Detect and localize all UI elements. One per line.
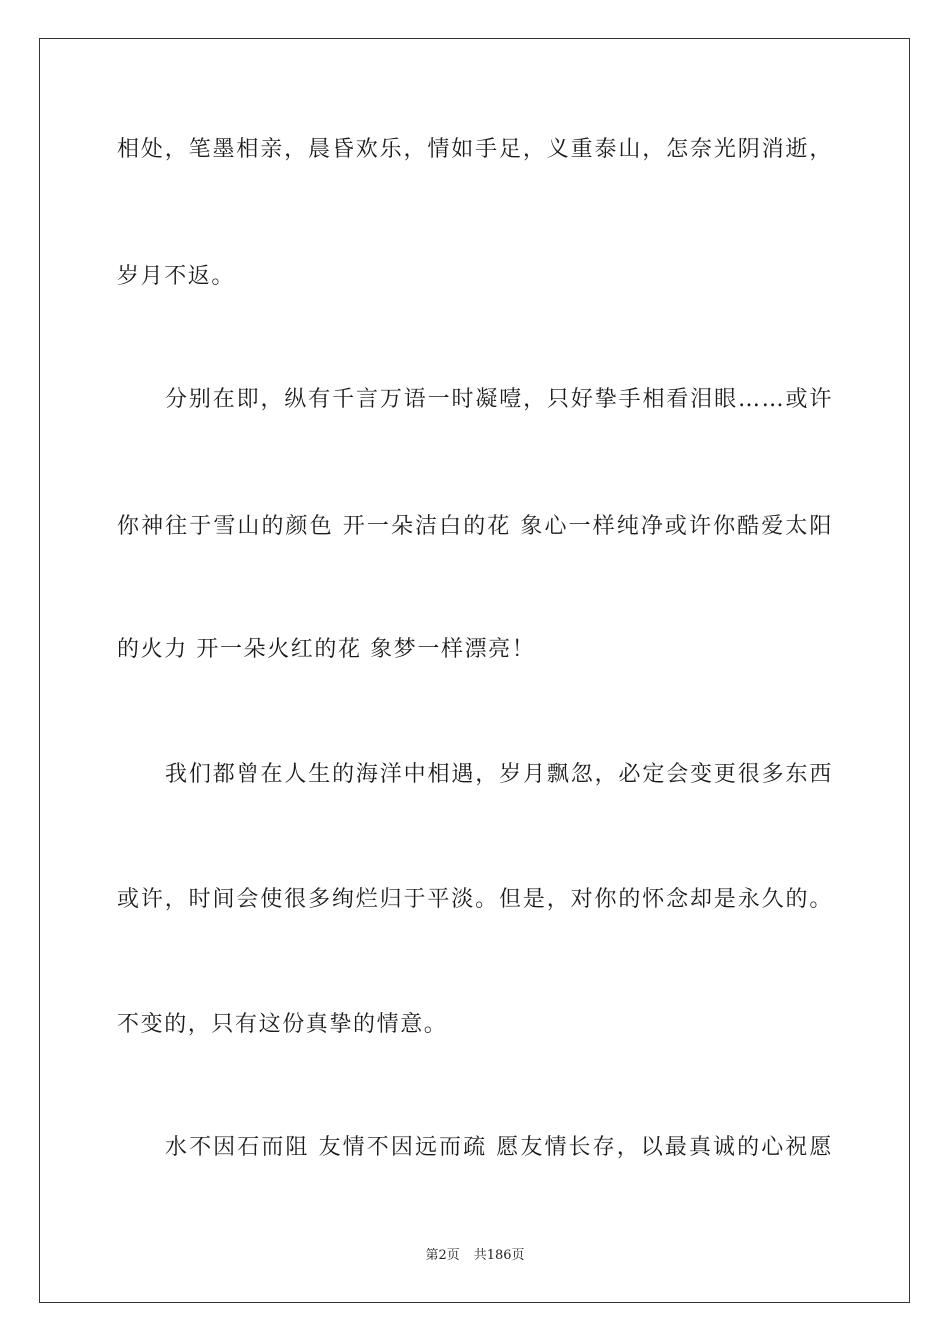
text-line: 的火力 开一朵火红的花 象梦一样漂亮！: [117, 637, 536, 662]
text-line: 你神往于雪山的颜色 开一朵洁白的花 象心一样纯净或许你酷爱太阳: [117, 514, 833, 539]
text-line: 相处，笔墨相亲，晨昏欢乐，情如手足，义重泰山，怎奈光阴消逝，: [117, 137, 833, 162]
paragraph-first-line: 我们都曾在人生的海洋中相遇，岁月飘忽，必定会变更很多东西: [165, 762, 833, 787]
paragraph-first-line: 分别在即，纵有千言万语一时凝噎，只好挚手相看泪眼……或许: [165, 387, 833, 412]
page-border: [39, 38, 910, 1303]
text-line: 或许，时间会使很多绚烂归于平淡。但是，对你的怀念却是永久的。: [117, 887, 833, 912]
page-total: 共186页: [473, 1248, 525, 1263]
paragraph-first-line: 水不因石而阻 友情不因远而疏 愿友情长存，以最真诚的心祝愿: [165, 1135, 833, 1160]
text-line: 不变的，只有这份真挚的情意。: [117, 1012, 448, 1037]
page-number: 第2页: [425, 1248, 460, 1263]
text-line: 岁月不返。: [117, 264, 236, 289]
page-footer: [0, 1247, 950, 1265]
